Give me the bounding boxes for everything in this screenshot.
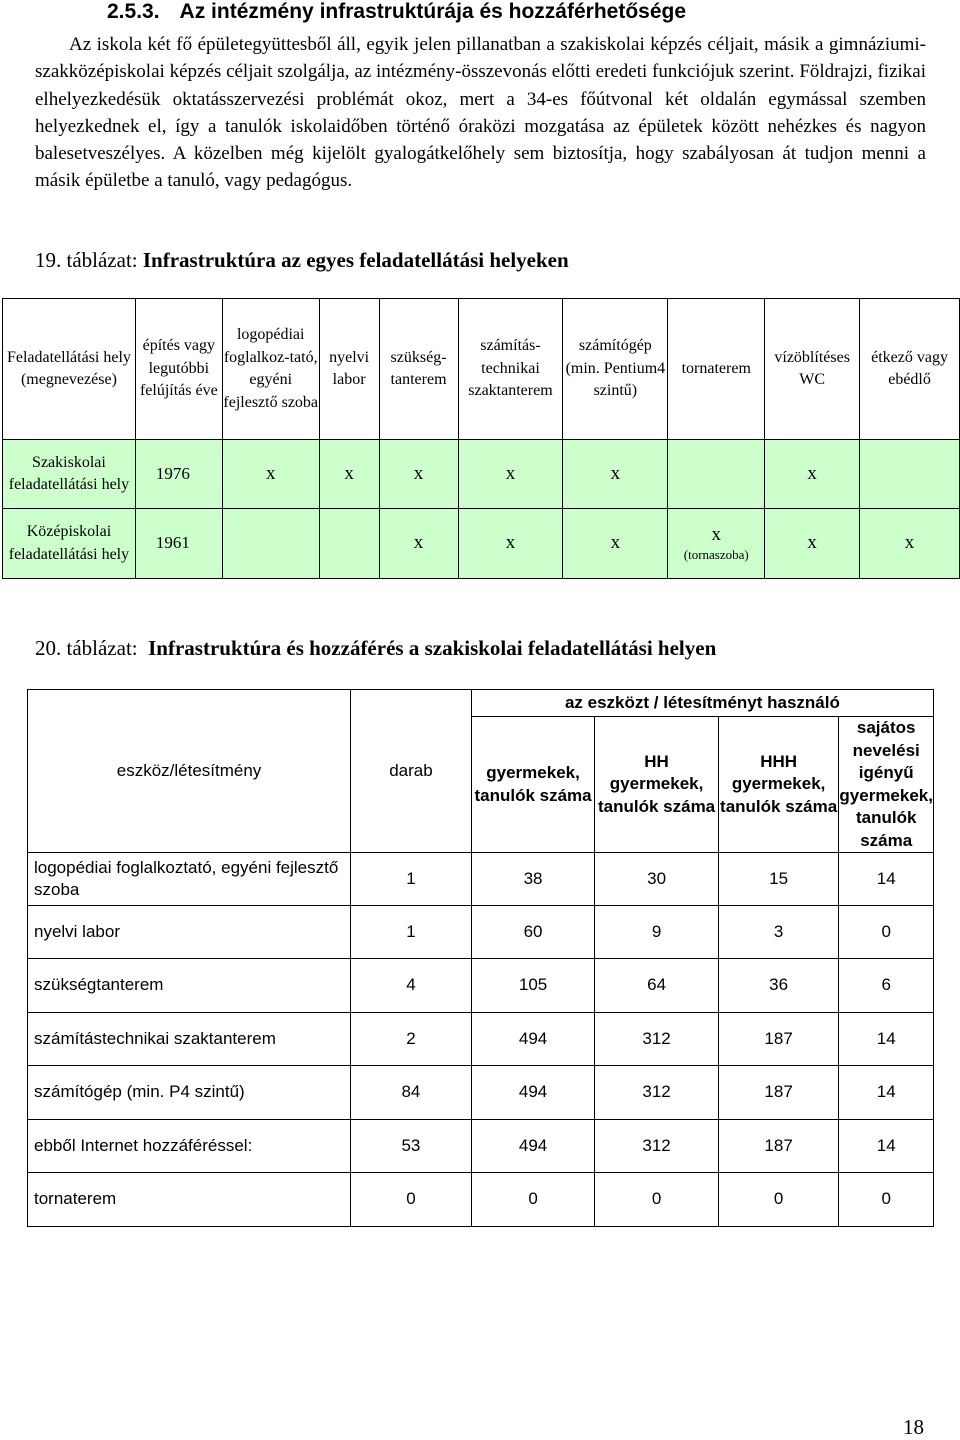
table20-cell: 64 [595,959,719,1013]
table20-cell: 14 [839,1120,934,1173]
table19-cell: x [765,509,860,579]
table20-caption-title: Infrastruktúra és hozzáférés a szakiskolai feladatellátási helyen [148,636,717,660]
table19-cell: x [765,440,860,509]
table20-cell: 14 [839,853,934,906]
table20-cell: 14 [839,1066,934,1120]
table19-header: szükség-tanterem [379,299,458,440]
table20-group-header: az eszközt / létesítményt használó [471,690,933,717]
table19-cell: x [458,440,563,509]
table20-cell: 0 [595,1173,719,1227]
table20-cell: 312 [595,1066,719,1120]
table20-cell: 312 [595,1120,719,1173]
table19-header: nyelvi labor [319,299,379,440]
table20-cell: 6 [839,959,934,1013]
tornaszoba-note: (tornaszoba) [683,546,749,562]
table20-header: gyermekek, tanulók száma [471,717,595,853]
table19-header: tornaterem [668,299,765,440]
table19-header: számítás-technikai szaktanterem [458,299,563,440]
table19-cell-year: 1961 [135,509,222,579]
table20-cell: 187 [718,1013,839,1066]
table20-cell: 494 [471,1013,595,1066]
table20-cell: 187 [718,1066,839,1120]
section-heading [107,0,686,24]
section-number: 2.5.3. [107,0,160,23]
section-title: Az intézmény infrastruktúrája és hozzáférhetősége [179,0,687,23]
table20-row-name: tornaterem [28,1173,351,1227]
table20-row-name: számítástechnikai szaktanterem [28,1013,351,1066]
table19-caption [35,248,569,273]
table20-cell: 105 [471,959,595,1013]
table20-caption [35,636,716,661]
table-row [3,509,960,579]
table20-row-name: számítógép (min. P4 szintű) [28,1066,351,1120]
table20-cell: 0 [839,1173,934,1227]
body-paragraph: Az iskola két fő épületegyüttesből áll, egyik jelen pillanatban a szakiskolai képzés céljait, másik a gimnáziumi-szakközépiskolai képzés céljait szolgálja, az intézmény-összevonás előtti eredeti funkciójuk szerint. Földrajzi, fizikai elhelyezkedésük oktatásszervezési problémát okoz, mert a 34-es főútvonal két oldalán egymással szemben helyezkednek el, így a tanulók iskolaidőben történő óraközi mozgatása az épületek között nehézkes és nagyon balesetveszélyes. A közelben még kijelölt gyalogátkelőhely sem biztosítja, hogy szabályosan át tudjon menni a másik épületbe a tanuló, vagy pedagógus. [35,34,926,192]
table20-cell: 1 [351,853,472,906]
table-row [28,959,934,1013]
table19-caption-title: Infrastruktúra az egyes feladatellátási helyeken [142,248,569,272]
table20-cell: 0 [351,1173,472,1227]
table19-cell-year: 1976 [135,440,222,509]
table19-caption-number: 19. táblázat: [35,248,138,272]
table19-header: étkező vagy ebédlő [860,299,960,440]
table20-cell: 187 [718,1120,839,1173]
table20-header: sajátos nevelési igényű gyermekek, tanulók száma [839,717,934,853]
table20-cell: 2 [351,1013,472,1066]
table20-group-row [28,690,934,717]
table20-cell: 0 [718,1173,839,1227]
table20-row-name: szükségtanterem [28,959,351,1013]
table20-cell: 0 [839,906,934,959]
table-row [28,1013,934,1066]
table-row [28,906,934,959]
table20-cell: 1 [351,906,472,959]
table20-cell: 14 [839,1013,934,1066]
table20-cell: 36 [718,959,839,1013]
table19-cell: x [222,440,319,509]
table-row [28,1173,934,1227]
table20-row-name: logopédiai foglalkoztató, egyéni fejlesztő szoba [28,853,351,906]
table19-cell-tornaterem [668,509,765,579]
table-row [28,1120,934,1173]
table20-row-name: ebből Internet hozzáféréssel: [28,1120,351,1173]
infrastructure-table [2,298,960,579]
table-row [3,440,960,509]
table20-cell: 494 [471,1120,595,1173]
table19-header: logopédiai foglalkoz-tató, egyéni fejlesztő szoba [222,299,319,440]
table20-cell: 84 [351,1066,472,1120]
table19-cell: x [458,509,563,579]
table19-cell [860,440,960,509]
table19-cell [222,509,319,579]
table19-row-name: Középiskolai feladatellátási hely [3,509,136,579]
table19-cell [668,440,765,509]
table20-caption-number: 20. táblázat: [35,636,138,660]
page-number: 18 [903,1415,924,1439]
table20-header: HHH gyermekek, tanulók száma [718,717,839,853]
table20-cell: 38 [471,853,595,906]
table20-cell: 30 [595,853,719,906]
access-table [27,689,934,1227]
table20-cell: 9 [595,906,719,959]
table19-cell: x [711,524,721,546]
table20-header: HH gyermekek, tanulók száma [595,717,719,853]
table20-header: darab [351,690,472,853]
table20-cell: 3 [718,906,839,959]
table20-cell: 53 [351,1120,472,1173]
table-row [28,853,934,906]
table19-cell [319,509,379,579]
table19-cell: x [860,509,960,579]
table19-header: Feladatellátási hely (megnevezése) [3,299,136,440]
table20-cell: 0 [471,1173,595,1227]
table20-cell: 494 [471,1066,595,1120]
table19-row-name: Szakiskolai feladatellátási hely [3,440,136,509]
table20-header: eszköz/létesítmény [28,690,351,853]
table19-header-row [3,299,960,440]
table19-header: építés vagy legutóbbi felújítás éve [135,299,222,440]
table-row [28,1066,934,1120]
table19-header: számítógép (min. Pentium4 szintű) [563,299,668,440]
table19-cell: x [379,440,458,509]
table20-cell: 15 [718,853,839,906]
table19-cell: x [563,440,668,509]
table20-row-name: nyelvi labor [28,906,351,959]
table19-cell: x [379,509,458,579]
table19-cell: x [563,509,668,579]
table20-cell: 60 [471,906,595,959]
table19-header: vízöblítéses WC [765,299,860,440]
table20-cell: 4 [351,959,472,1013]
table19-cell: x [319,440,379,509]
table20-cell: 312 [595,1013,719,1066]
